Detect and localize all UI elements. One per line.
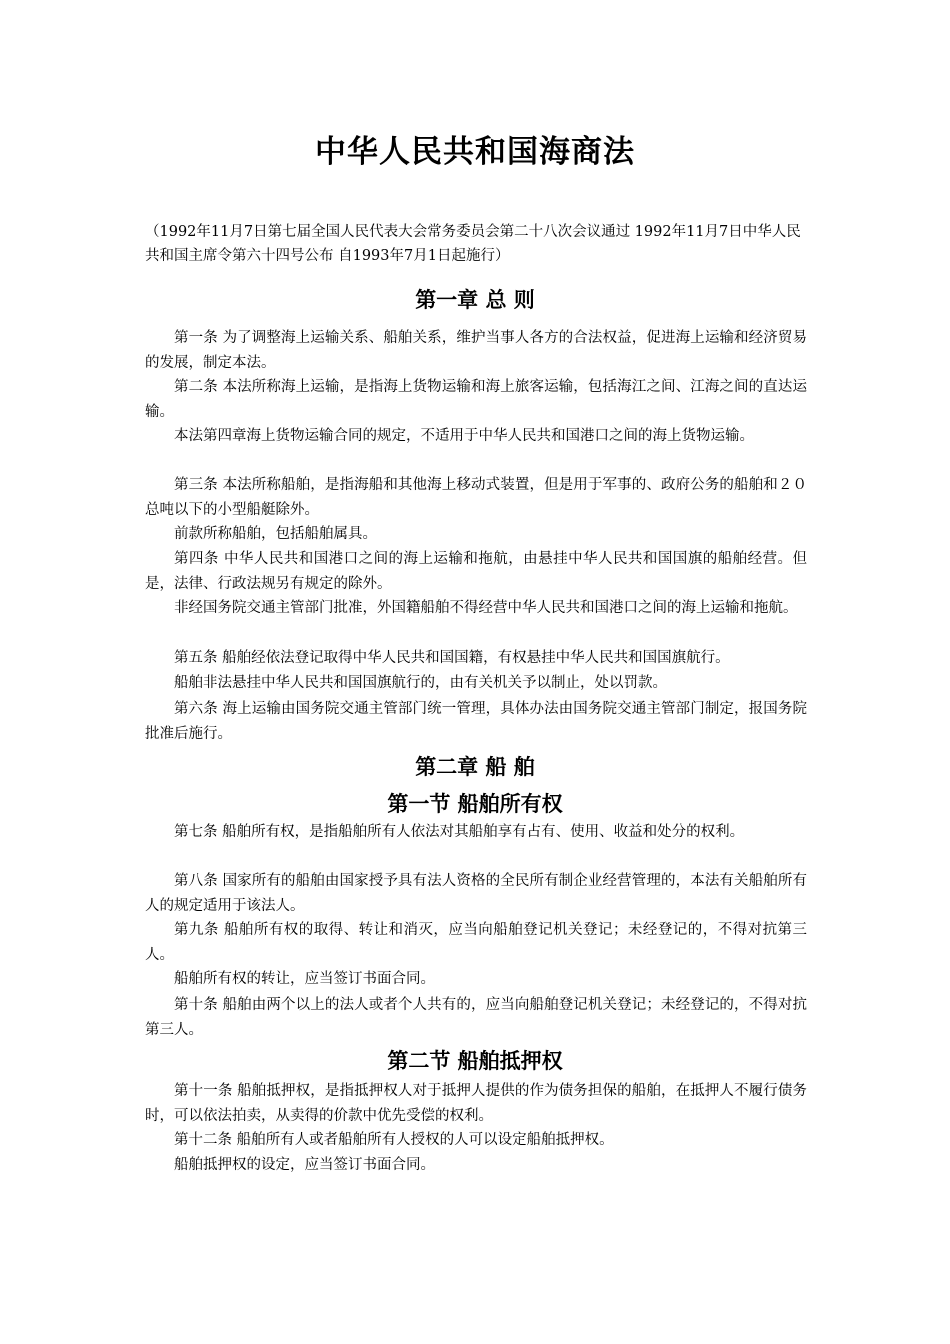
article-3: 第三条 本法所称船舶，是指海船和其他海上移动式装置，但是用于军事的、政府公务的船舶和２０总吨以下的小型船艇除外。 — [145, 477, 807, 518]
document-title: 中华人民共和国海商法 — [315, 134, 635, 170]
chapter-2-heading: 第二章 船 舶 — [415, 755, 535, 779]
article-9: 第九条 船舶所有权的取得、转让和消灭，应当向船舶登记机关登记；未经登记的，不得对抗第三人。 — [145, 922, 807, 963]
article-4-paragraph-2: 非经国务院交通主管部门批准，外国籍船舶不得经营中华人民共和国港口之间的海上运输和拖航。 — [174, 600, 798, 616]
article-5: 第五条 船舶经依法登记取得中华人民共和国国籍，有权悬挂中华人民共和国国旗航行。 — [174, 650, 730, 666]
section-1-heading: 第一节 船舶所有权 — [387, 792, 563, 816]
article-4: 第四条 中华人民共和国港口之间的海上运输和拖航，由悬挂中华人民共和国国旗的船舶经营。但是，法律、行政法规另有规定的除外。 — [145, 551, 807, 592]
chapter-1-heading: 第一章 总 则 — [415, 288, 535, 312]
article-6: 第六条 海上运输由国务院交通主管部门统一管理，具体办法由国务院交通主管部门制定，报国务院批准后施行。 — [145, 701, 807, 742]
article-8: 第八条 国家所有的船舶由国家授予具有法人资格的全民所有制企业经营管理的，本法有关船舶所有人的规定适用于该法人。 — [145, 873, 807, 914]
article-1: 第一条 为了调整海上运输关系、船舶关系，维护当事人各方的合法权益，促进海上运输和经济贸易的发展，制定本法。 — [145, 330, 807, 371]
article-3-paragraph-2: 前款所称船舶，包括船舶属具。 — [174, 526, 377, 542]
article-11: 第十一条 船舶抵押权，是指抵押权人对于抵押人提供的作为债务担保的船舶，在抵押人不履行债务时，可以依法拍卖，从卖得的价款中优先受偿的权利。 — [145, 1083, 807, 1124]
enactment-note: （1992年11月7日第七届全国人民代表大会常务委员会第二十八次会议通过 1992年11月7日中华人民共和国主席令第六十四号公布 自1993年7月1日起施行） — [145, 224, 801, 264]
article-5-paragraph-2: 船舶非法悬挂中华人民共和国国旗航行的，由有关机关予以制止，处以罚款。 — [174, 675, 667, 691]
article-2: 第二条 本法所称海上运输，是指海上货物运输和海上旅客运输，包括海江之间、江海之间的直达运输。 — [145, 379, 807, 420]
article-7: 第七条 船舶所有权，是指船舶所有人依法对其船舶享有占有、使用、收益和处分的权利。 — [174, 824, 745, 840]
article-10: 第十条 船舶由两个以上的法人或者个人共有的，应当向船舶登记机关登记；未经登记的，不得对抗第三人。 — [145, 997, 807, 1038]
article-12-paragraph-2: 船舶抵押权的设定，应当签订书面合同。 — [174, 1157, 435, 1173]
article-2-paragraph-2: 本法第四章海上货物运输合同的规定，不适用于中华人民共和国港口之间的海上货物运输。 — [174, 428, 754, 444]
article-12: 第十二条 船舶所有人或者船舶所有人授权的人可以设定船舶抵押权。 — [174, 1132, 614, 1148]
article-9-paragraph-2: 船舶所有权的转让，应当签订书面合同。 — [174, 971, 435, 987]
section-2-heading: 第二节 船舶抵押权 — [387, 1049, 563, 1073]
